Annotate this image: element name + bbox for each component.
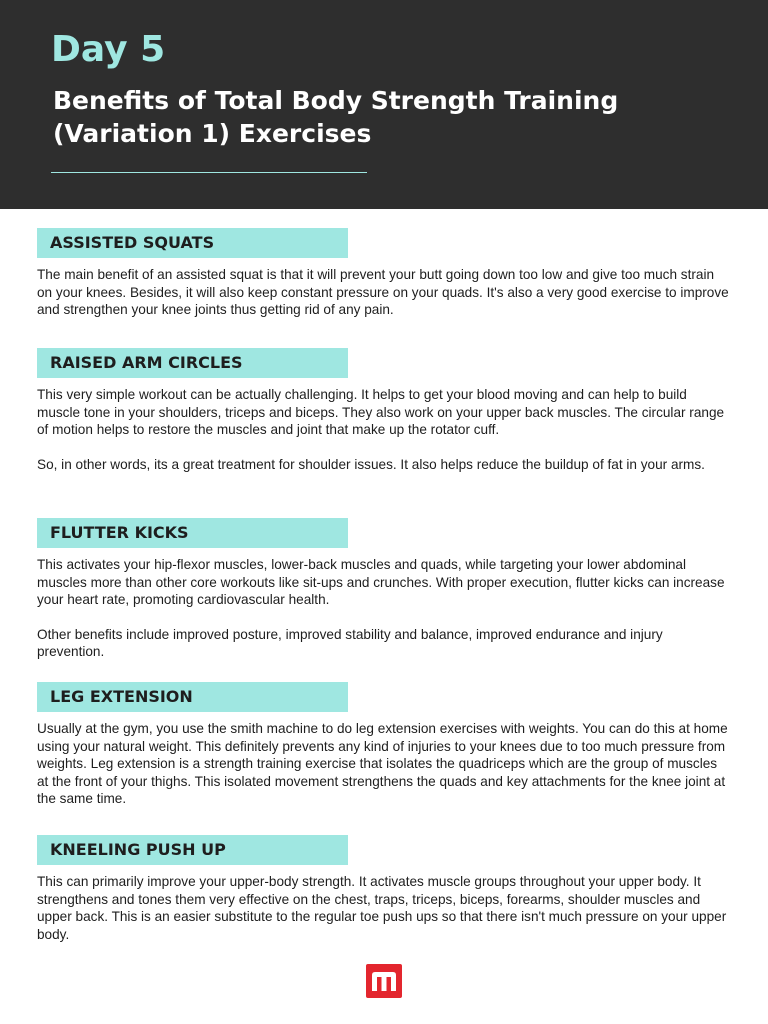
section-paragraph: This activates your hip-flexor muscles, lower-back muscles and quads, while targeting your lower abdominal muscles more than other core workouts like sit-ups and crunches. With proper execution, flutter kicks can increase your heart rate, promoting cardiovascular health. (37, 557, 725, 607)
page-header (0, 0, 768, 209)
section-raised-arm-circles (37, 348, 737, 473)
section-paragraph: This very simple workout can be actually challenging. It helps to get your blood moving and can help to build muscle tone in your shoulders, triceps and biceps. They also work on your upper back muscles. The circular range of motion helps to restore the muscles and joint that make up the rotator cuff. (37, 387, 725, 437)
section-flutter-kicks (37, 518, 737, 661)
section-paragraph: Usually at the gym, you use the smith machine to do leg extension exercises with weights. You can do this at home using your natural weight. This definitely prevents any kind of injuries to your knees due to too much pressure from weights. Leg extension is a strength training exercise that isolates the quadriceps which are the group of muscles at the front of your thighs. This isolated movement strengthens the quads and key attachments for the knee joint at the same time. (37, 721, 728, 806)
section-paragraph: The main benefit of an assisted squat is that it will prevent your butt going down too low and give too much strain on your knees. Besides, it will also keep constant pressure on your quads. It's also a very good exercise to improve and strengthen your knee joints thus getting rid of any pain. (37, 267, 729, 317)
page-title-line-1: Benefits of Total Body Strength Training (53, 86, 619, 115)
section-assisted-squats (37, 228, 737, 319)
section-leg-extension (37, 682, 737, 808)
section-paragraph: This can primarily improve your upper-body strength. It activates muscle groups throughout your upper body. It strengthens and tones them very effective on the chest, traps, triceps, biceps, forearms, shoulder muscles and upper back. This is an easier substitute to the regular toe push ups so that there isn't much pressure on your upper body. (37, 874, 727, 942)
section-heading: RAISED ARM CIRCLES (37, 348, 348, 378)
section-paragraph: Other benefits include improved posture, improved stability and balance, improved endurance and injury prevention. (37, 626, 663, 659)
logo-letter-m (372, 972, 396, 991)
section-kneeling-push-up (37, 835, 737, 943)
header-divider (51, 172, 367, 173)
page-title (53, 84, 693, 150)
section-paragraph: So, in other words, its a great treatment for shoulder issues. It also helps reduce the buildup of fat in your arms. (37, 456, 705, 472)
section-heading: FLUTTER KICKS (37, 518, 348, 548)
section-heading: ASSISTED SQUATS (37, 228, 348, 258)
section-heading: KNEELING PUSH UP (37, 835, 348, 865)
brand-m-logo-icon (366, 964, 402, 998)
day-title: Day 5 (51, 29, 166, 70)
section-heading: LEG EXTENSION (37, 682, 348, 712)
page-title-line-2: (Variation 1) Exercises (53, 119, 372, 148)
